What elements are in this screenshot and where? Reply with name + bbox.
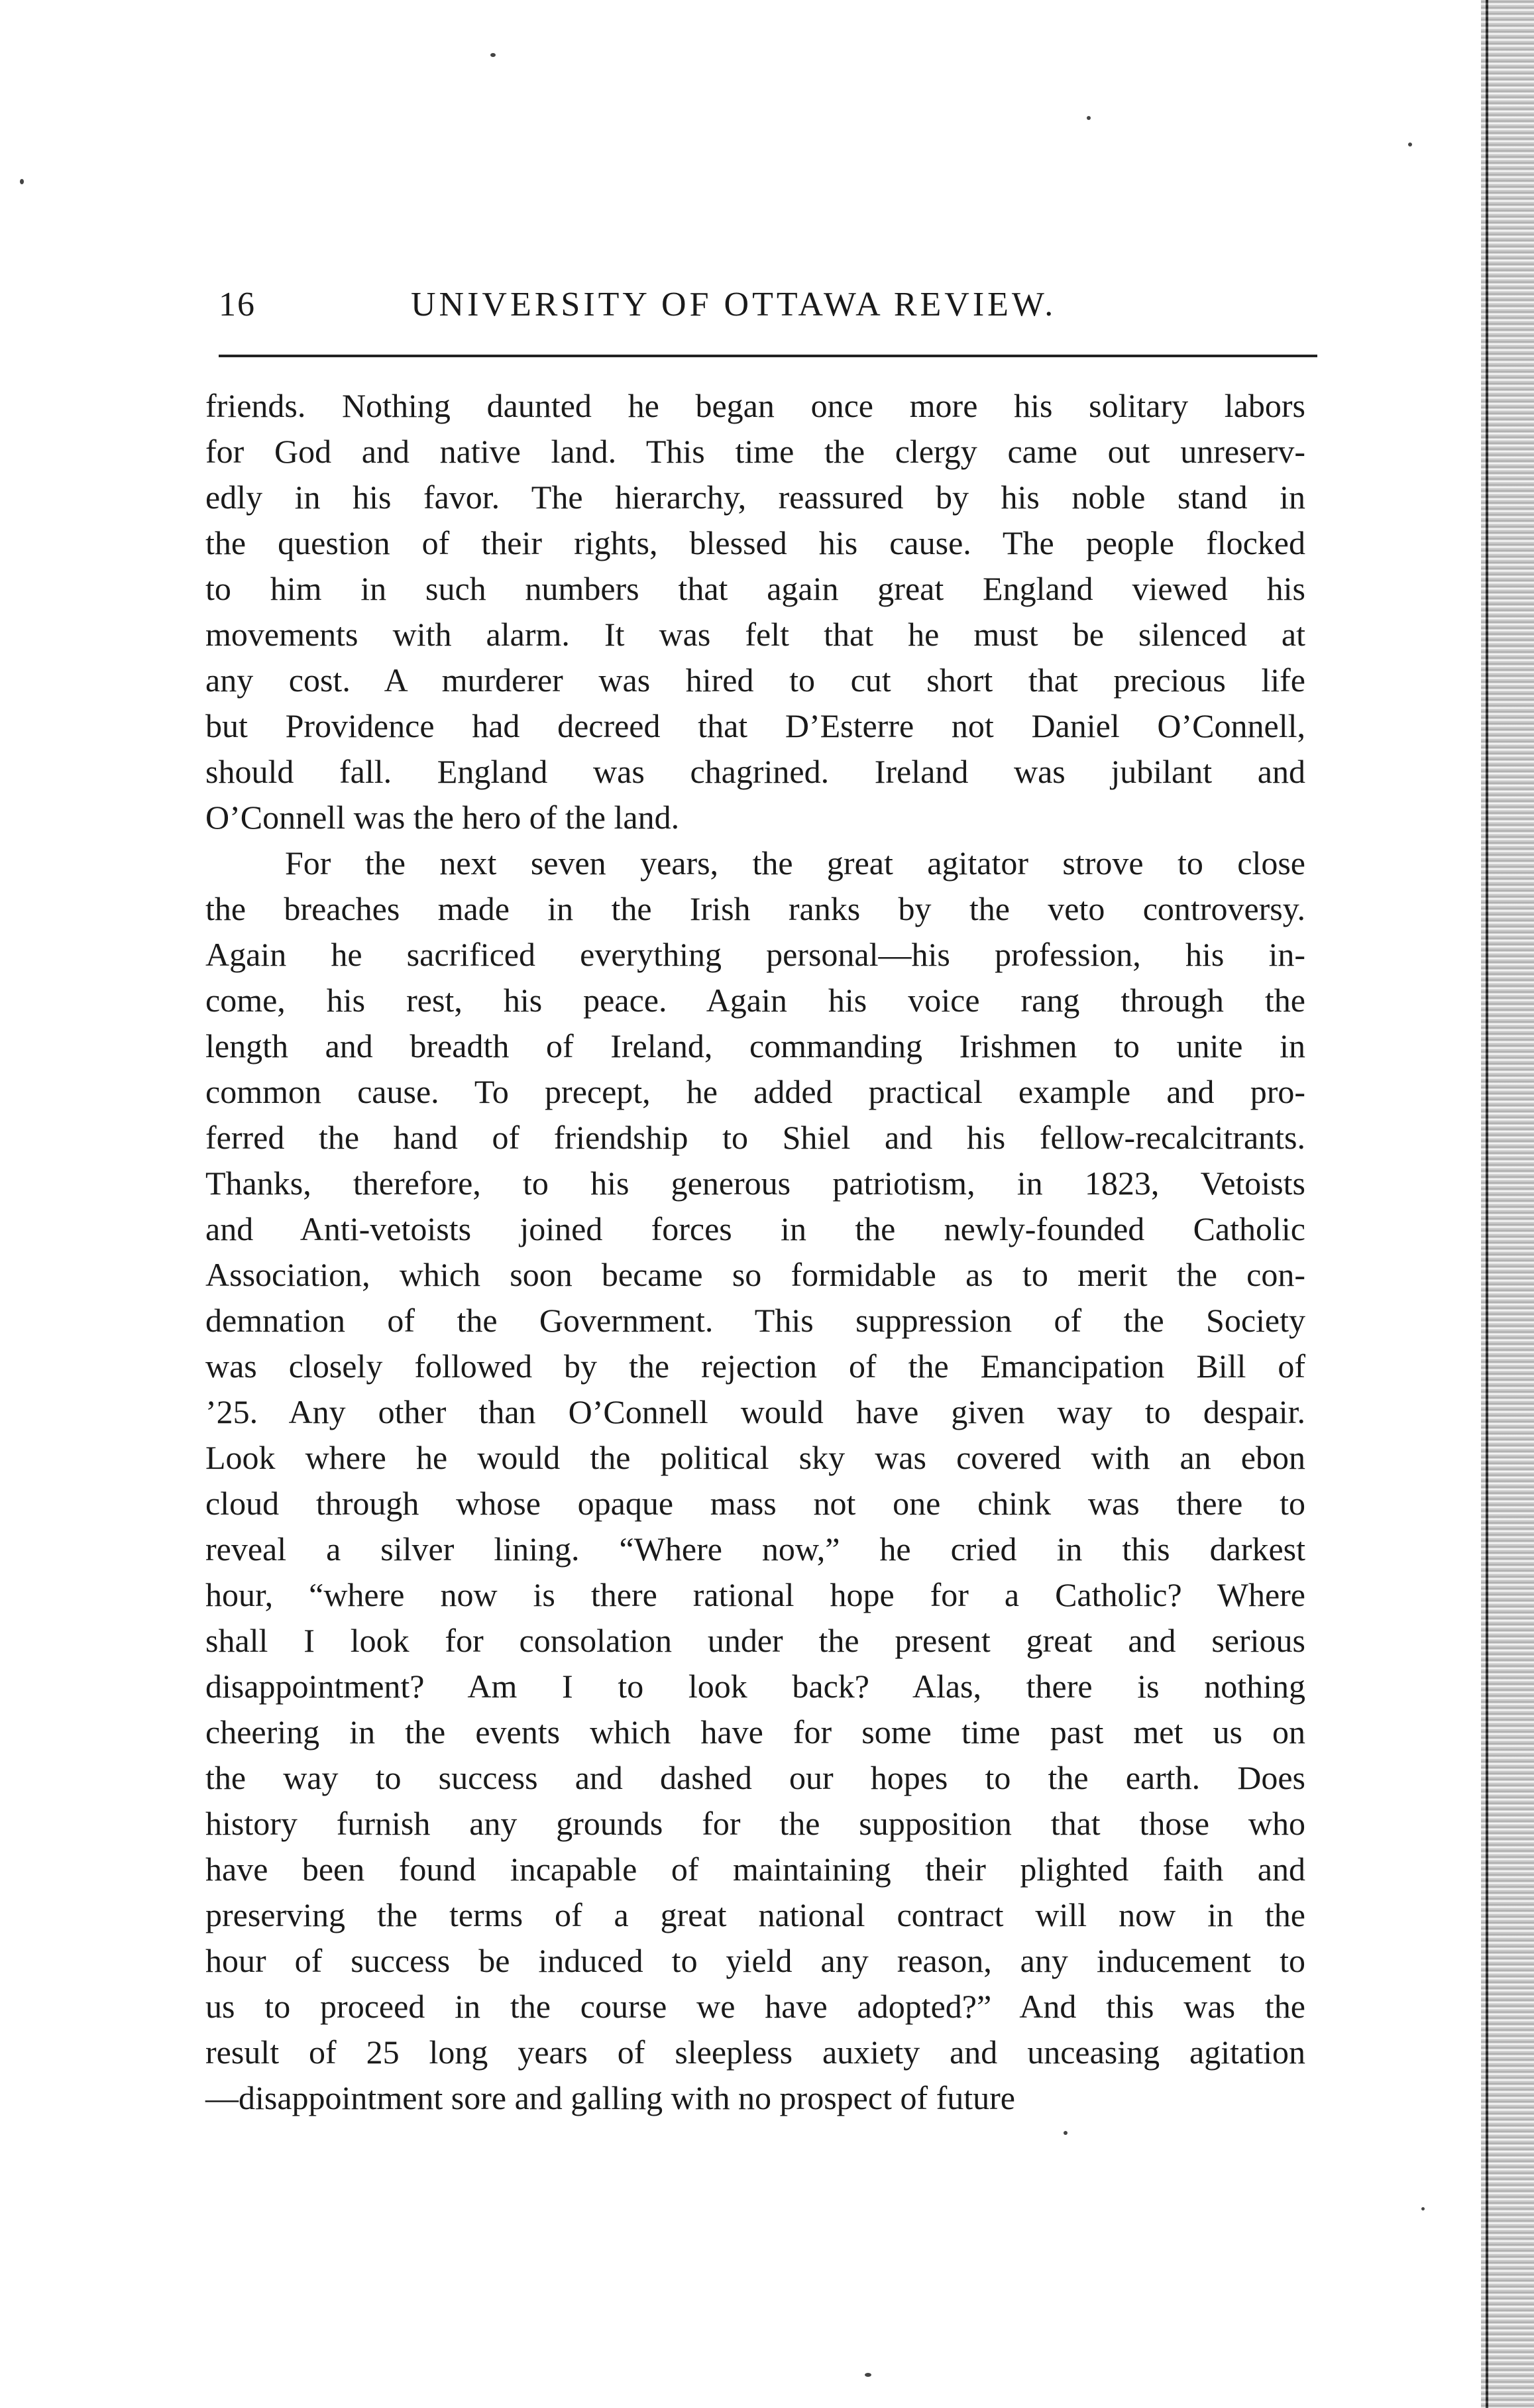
text-line: edly in his favor. The hierarchy, reassured by his noble stand in [205, 479, 1305, 516]
text-line: the breaches made in the Irish ranks by the veto controversy. [205, 890, 1305, 927]
ink-speck [1087, 116, 1091, 120]
text-line: length and breadth of Ireland, commanding Irishmen to unite in [205, 1027, 1305, 1064]
text-line: disappointment? Am I to look back? Alas, there is nothing [205, 1668, 1305, 1705]
text-line: to him in such numbers that again great England viewed his [205, 570, 1305, 607]
page-number: 16 [219, 286, 256, 323]
text-line: movements with alarm. It was felt that he must be silenced at [205, 616, 1305, 653]
body-text [205, 383, 1305, 2121]
text-line: history furnish any grounds for the supposition that those who [205, 1805, 1305, 1842]
text-line: O’Connell was the hero of the land. [205, 799, 680, 836]
ink-speck [1408, 143, 1412, 146]
header-rule [219, 355, 1317, 357]
text-line: the question of their rights, blessed his cause. The people flocked [205, 524, 1305, 561]
paragraph [205, 383, 1305, 840]
ink-speck [490, 53, 496, 57]
text-line: common cause. To precept, he added practical example and pro- [205, 1073, 1305, 1110]
text-line: Again he sacrificed everything personal—his profession, his in- [205, 936, 1305, 973]
text-line: come, his rest, his peace. Again his voice rang through the [205, 982, 1305, 1019]
ink-speck [20, 179, 24, 184]
ink-speck [1421, 2207, 1425, 2210]
paragraph [205, 840, 1305, 2121]
text-line: cloud through whose opaque mass not one chink was there to [205, 1485, 1305, 1522]
text-line: Look where he would the political sky was covered with an ebon [205, 1439, 1305, 1476]
text-line: should fall. England was chagrined. Ireland was jubilant and [205, 753, 1305, 790]
page-header [199, 285, 1319, 338]
text-line: but Providence had decreed that D’Esterre not Daniel O’Connell, [205, 707, 1305, 744]
text-line: friends. Nothing daunted he began once more his solitary labors [205, 387, 1305, 424]
text-line: result of 25 long years of sleepless auxiety and unceasing agitation [205, 2034, 1305, 2071]
text-line: Association, which soon became so formidable as to merit the con- [205, 1256, 1305, 1293]
text-line: us to proceed in the course we have adopted?” And this was the [205, 1988, 1305, 2025]
text-line: hour, “where now is there rational hope for a Catholic? Where [205, 1576, 1305, 1613]
text-line: ’25. Any other than O’Connell would have given way to despair. [205, 1393, 1305, 1430]
text-line: demnation of the Government. This suppression of the Society [205, 1302, 1305, 1339]
text-line: shall I look for consolation under the present great and serious [205, 1622, 1305, 1659]
ink-speck [865, 2373, 871, 2377]
text-line: and Anti-vetoists joined forces in the newly-founded Catholic [205, 1210, 1305, 1247]
text-line: reveal a silver lining. “Where now,” he cried in this darkest [205, 1530, 1305, 1568]
text-line: Thanks, therefore, to his generous patriotism, in 1823, Vetoists [205, 1165, 1305, 1202]
text-line: preserving the terms of a great national contract will now in the [205, 1896, 1305, 1933]
text-line: cheering in the events which have for some time past met us on [205, 1713, 1305, 1750]
page-edge-texture [1481, 0, 1534, 2408]
text-line: hour of success be induced to yield any reason, any inducement to [205, 1942, 1305, 1979]
text-line: ferred the hand of friendship to Shiel and his fellow-recalcitrants. [205, 1119, 1305, 1156]
text-line: the way to success and dashed our hopes to the earth. Does [205, 1759, 1305, 1796]
ink-speck [1064, 2131, 1068, 2135]
text-line: was closely followed by the rejection of the Emancipation Bill of [205, 1347, 1305, 1385]
text-line: —disappointment sore and galling with no prospect of future [205, 2079, 1015, 2116]
text-line: have been found incapable of maintaining their plighted faith and [205, 1851, 1305, 1888]
text-line: any cost. A murderer was hired to cut short that precious life [205, 661, 1305, 699]
text-line: For the next seven years, the great agitator strove to close [285, 844, 1305, 882]
text-line: for God and native land. This time the clergy came out unreserv- [205, 433, 1305, 470]
running-title: UNIVERSITY OF OTTAWA REVIEW. [411, 286, 1057, 323]
